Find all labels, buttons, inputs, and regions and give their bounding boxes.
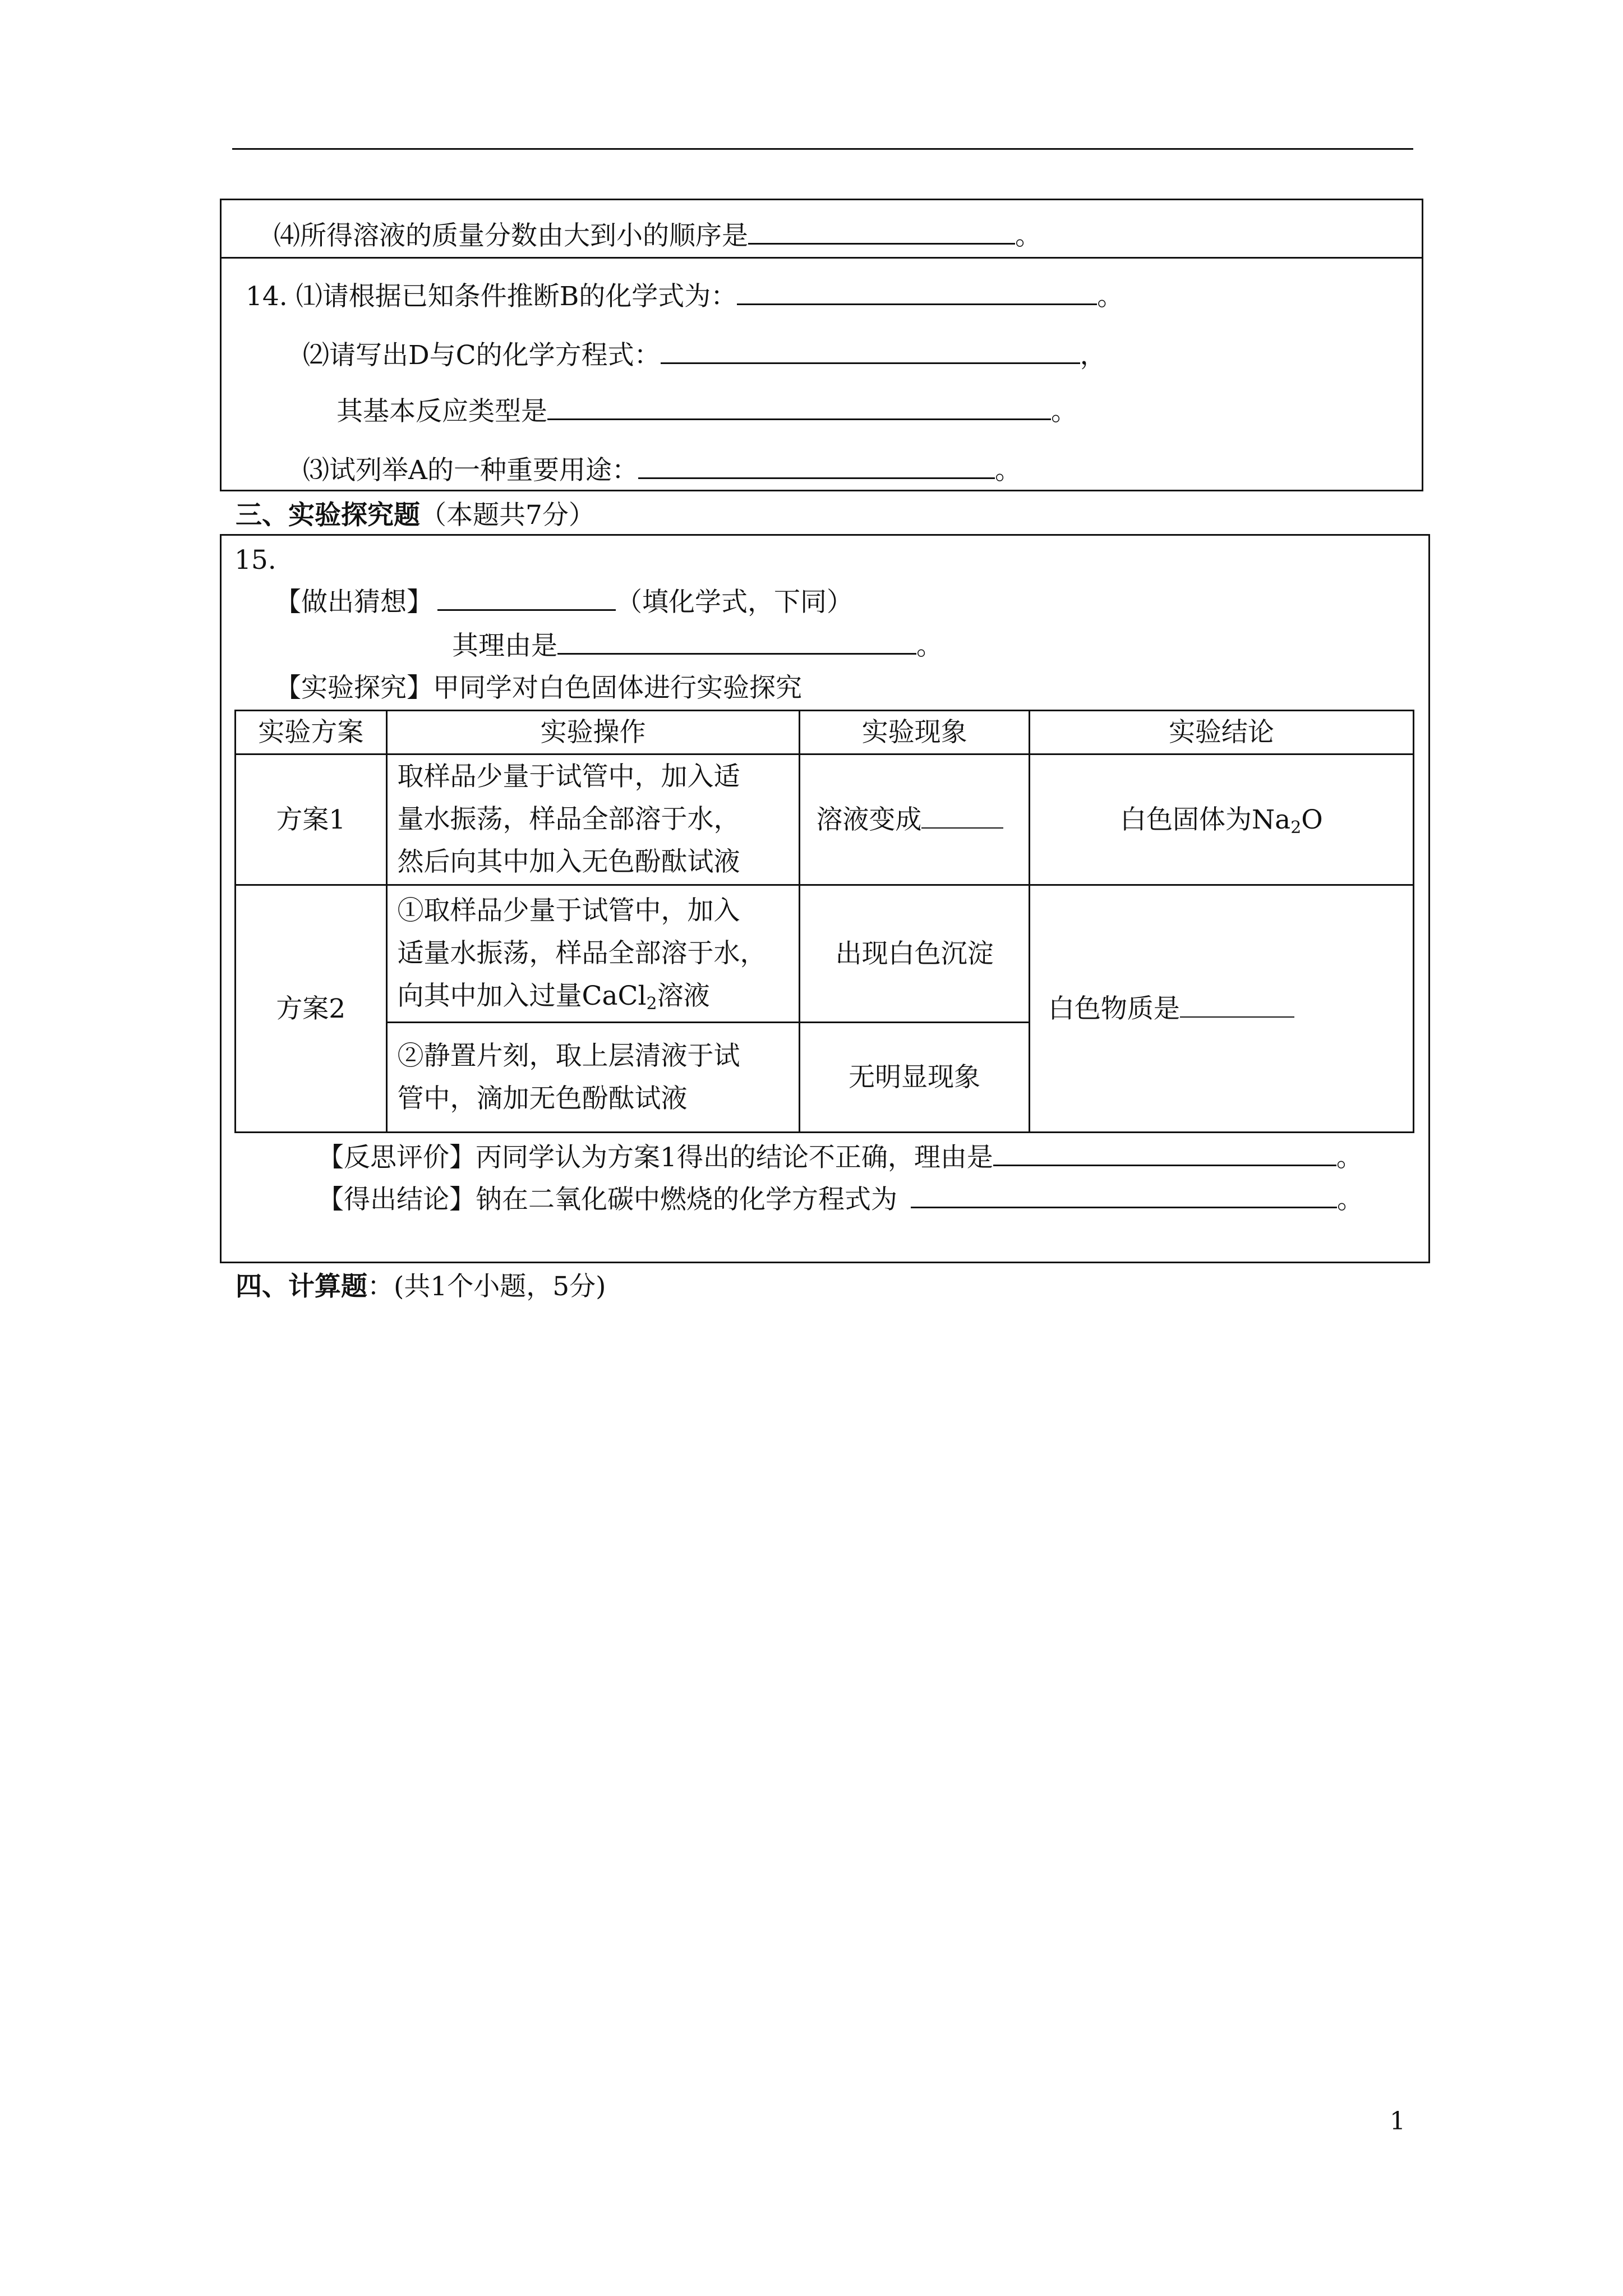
q15-guess xyxy=(275,587,853,618)
q15-reflect-label: 【反思评价】丙同学认为方案1得出的结论不正确，理由是 xyxy=(317,1142,993,1173)
table-header-row xyxy=(236,711,1414,754)
plan1-op-line1: 取样品少量于试管中，加入适 xyxy=(397,761,740,792)
section4-title: 四、计算题 xyxy=(236,1271,367,1302)
q15-number: 15. xyxy=(234,545,276,576)
q14-part2-blank[interactable] xyxy=(661,362,1080,364)
q14-part1-text: ⑴请根据已知条件推断B的化学式为： xyxy=(296,281,737,312)
q15-reason-blank[interactable] xyxy=(557,652,916,655)
q14-part3-blank[interactable] xyxy=(638,477,995,479)
q15-reflect xyxy=(317,1144,1363,1171)
header-conclusion: 实验结论 xyxy=(1029,711,1413,754)
q15-reason-end: 。 xyxy=(916,631,943,661)
q15-guess-note: （填化学式，下同） xyxy=(616,587,853,618)
plan2-phen2: 无明显现象 xyxy=(800,1023,1030,1133)
table-row-plan2a xyxy=(236,885,1414,1023)
plan2-conclusion-blank[interactable] xyxy=(1180,1016,1294,1018)
header-rule xyxy=(232,148,1413,150)
section3-note: （本题共7分） xyxy=(420,500,595,531)
q14-part2b-blank[interactable] xyxy=(547,418,1051,420)
q15-result xyxy=(317,1186,1363,1213)
box-divider xyxy=(220,257,1423,259)
q14-part2b-text: 其基本反应类型是 xyxy=(336,396,547,427)
q14-part2-end: ， xyxy=(1080,340,1106,371)
section3-heading xyxy=(236,500,595,531)
plan2-op1-line2: 适量水振荡，样品全部溶于水， xyxy=(397,938,767,969)
plan1-name: 方案1 xyxy=(236,754,387,885)
section4-heading xyxy=(236,1273,606,1300)
q15-reflect-blank[interactable] xyxy=(993,1164,1336,1166)
experiment-table xyxy=(234,710,1414,1133)
plan2-conclusion xyxy=(1029,885,1413,1133)
q15-guess-blank[interactable] xyxy=(437,609,616,611)
q15-result-end: 。 xyxy=(1337,1184,1363,1215)
header-operation: 实验操作 xyxy=(386,711,800,754)
q15-reason-label: 其理由是 xyxy=(452,631,557,661)
plan2-op1-line3 xyxy=(398,975,799,1018)
plan2-op2-line2: 管中，滴加无色酚酞试液 xyxy=(397,1083,688,1114)
q14-part1-blank[interactable] xyxy=(737,303,1097,305)
q14-part2 xyxy=(303,342,1106,369)
q14-part1 xyxy=(246,283,1123,310)
q14-part3 xyxy=(303,457,1021,484)
q14-part2b-end: 。 xyxy=(1051,396,1077,427)
q13-part4 xyxy=(274,220,1041,251)
section4-note: ：(共1个小题，5分) xyxy=(367,1271,606,1302)
plan2-op1-line3-suffix: 溶液 xyxy=(657,981,710,1011)
q15-result-blank[interactable] xyxy=(911,1206,1337,1208)
plan2-op2-line1: ②静置片刻，取上层清液于试 xyxy=(397,1040,740,1071)
q13-part4-text: ⑷所得溶液的质量分数由大到小的顺序是 xyxy=(274,220,748,251)
q15-result-label: 【得出结论】钠在二氧化碳中燃烧的化学方程式为 xyxy=(317,1184,897,1215)
plan1-op-line3: 然后向其中加入无色酚酞试液 xyxy=(397,846,740,877)
plan1-conclusion-sub: 2 xyxy=(1290,817,1302,838)
q14-part2b xyxy=(336,398,1077,425)
plan1-phenomenon xyxy=(800,754,1030,885)
q15-explore: 【实验探究】甲同学对白色固体进行实验探究 xyxy=(275,673,802,703)
plan2-op1-line3-sub: 2 xyxy=(646,994,657,1014)
plan1-phenomenon-blank[interactable] xyxy=(921,827,1003,829)
q15-reflect-end: 。 xyxy=(1336,1142,1363,1173)
table-row-plan1 xyxy=(236,754,1414,885)
q13-part4-blank[interactable] xyxy=(748,242,1015,245)
page-number: 1 xyxy=(1390,2107,1405,2136)
q15-guess-label: 【做出猜想】 xyxy=(275,587,433,618)
plan1-op-line2: 量水振荡，样品全部溶于水， xyxy=(397,804,740,835)
plan1-conclusion-suffix: O xyxy=(1301,804,1323,835)
q14-part1-end: 。 xyxy=(1097,281,1124,312)
q14-number: 14. xyxy=(246,281,288,312)
plan1-operation xyxy=(386,754,800,885)
plan1-conclusion xyxy=(1029,754,1413,885)
header-phenomenon: 实验现象 xyxy=(800,711,1030,754)
plan2-conclusion-text: 白色物质是 xyxy=(1048,993,1180,1024)
plan2-phen1: 出现白色沉淀 xyxy=(800,885,1030,1023)
plan1-phenomenon-text: 溶液变成 xyxy=(816,804,922,835)
plan2-op2 xyxy=(386,1023,800,1133)
plan2-name: 方案2 xyxy=(236,885,387,1133)
q14-part3-end: 。 xyxy=(994,455,1021,486)
header-plan: 实验方案 xyxy=(236,711,387,754)
plan1-conclusion-prefix: 白色固体为Na xyxy=(1120,804,1291,835)
plan2-op1 xyxy=(386,885,800,1023)
q13-part4-end: 。 xyxy=(1015,220,1041,251)
q14-part3-text: ⑶试列举A的一种重要用途： xyxy=(303,455,638,486)
q15-reason xyxy=(452,633,943,659)
plan2-op1-line3-prefix: 向其中加入过量CaCl xyxy=(397,981,647,1011)
q14-part2-text: ⑵请写出D与C的化学方程式： xyxy=(303,340,661,371)
plan2-op1-line1: ①取样品少量于试管中，加入 xyxy=(397,895,740,926)
section3-title: 三、实验探究题 xyxy=(236,500,420,531)
